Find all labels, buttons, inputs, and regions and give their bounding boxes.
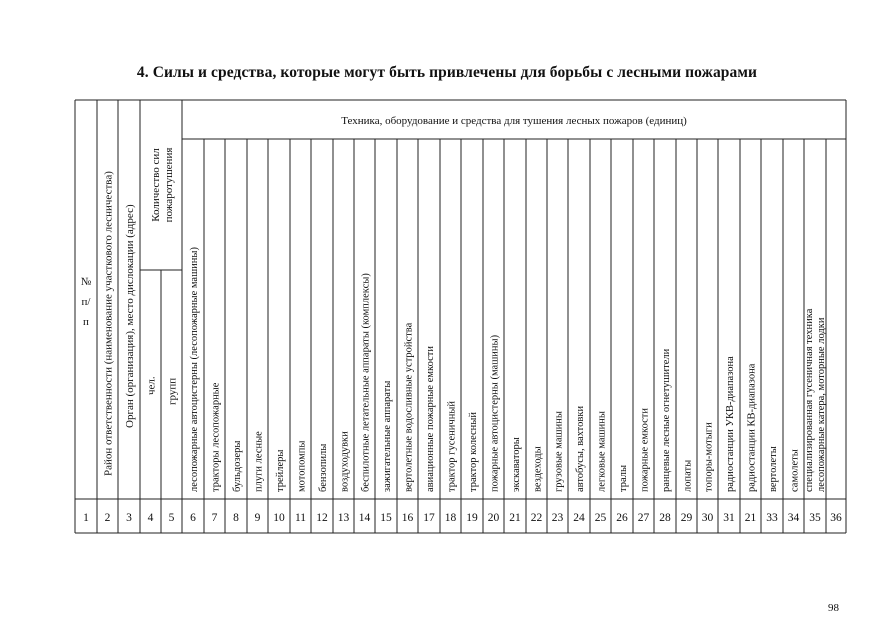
column-number-13: 13: [337, 512, 350, 524]
equipment-header-29: лопаты: [682, 459, 694, 492]
column-number-2: 2: [104, 512, 111, 524]
equipment-header-22: вездеходы: [532, 446, 544, 492]
equipment-header-19: трактор колесный: [468, 412, 479, 492]
equipment-header-30: топоры-мотыги: [703, 422, 715, 492]
equipment-header-34: самолеты: [789, 449, 801, 492]
header-district: Район ответственности (наименование участкового лесничества): [102, 171, 115, 476]
page-title: 4. Силы и средства, которые могут быть привлечены для борьбы с лесными пожарами: [136, 64, 758, 81]
column-number-11: 11: [294, 512, 307, 524]
equipment-header-10: трейлеры: [275, 449, 286, 492]
header-no-line-1: п/: [81, 296, 91, 308]
equipment-header-11: мотопомпы: [296, 440, 308, 492]
column-number-34: 34: [787, 512, 800, 524]
column-number-7: 7: [211, 512, 218, 524]
column-number-15: 15: [380, 512, 392, 524]
equipment-header-31: радиостанции УКВ-диапазона: [725, 356, 736, 492]
header-organ: Орган (организация), место дислокации (адрес): [124, 204, 136, 428]
equipment-header-17: авиационные пожарные емкости: [425, 346, 436, 492]
column-number-32: 21: [744, 512, 757, 524]
equipment-header-26: тралы: [618, 464, 629, 492]
equipment-header-28: ранцевые лесные огнетушители: [661, 348, 672, 492]
column-number-24: 24: [573, 512, 585, 524]
column-number-19: 19: [466, 512, 478, 524]
header-groups: групп: [166, 377, 179, 405]
column-number-1: 1: [83, 512, 89, 524]
equipment-header-14: беспилотные летательные аппараты (комплексы): [360, 273, 372, 492]
equipment-header-35-0: специализированная гусеничная техника: [804, 308, 815, 492]
column-number-12: 12: [316, 512, 328, 524]
equipment-header-8: бульдозеры: [232, 440, 243, 492]
header-forces-line-1: пожаротушения: [163, 147, 175, 223]
column-number-14: 14: [358, 512, 371, 524]
column-number-27: 27: [637, 512, 650, 524]
equipment-header-24: автобусы, вахтовки: [575, 405, 586, 492]
equipment-header-27: пожарные емкости: [639, 408, 651, 492]
column-number-30: 30: [701, 512, 714, 524]
column-number-36: 36: [830, 512, 842, 524]
column-number-18: 18: [444, 512, 457, 524]
equipment-header-25: легковые машины: [596, 411, 608, 492]
equipment-header-18: трактор гусеничный: [446, 401, 458, 492]
column-number-5: 5: [168, 512, 175, 524]
column-number-25: 25: [594, 512, 607, 524]
column-number-20: 20: [487, 512, 500, 524]
equipment-header-15: зажигательные аппараты: [382, 380, 393, 492]
equipment-header-16: вертолетные водосливные устройства: [403, 322, 415, 492]
column-number-33: 33: [766, 512, 778, 524]
column-number-29: 29: [680, 512, 693, 524]
equipment-header: Техника, оборудование и средства для тушения лесных пожаров (единиц): [341, 115, 687, 127]
column-number-22: 22: [530, 512, 543, 524]
equipment-header-20: пожарные автоцистерны (машины): [489, 334, 501, 492]
header-forces-line-0: Количество сил: [150, 148, 162, 222]
equipment-header-13: воздуходувки: [339, 431, 351, 492]
column-number-8: 8: [233, 512, 239, 524]
column-number-9: 9: [254, 512, 261, 524]
column-number-6: 6: [190, 512, 196, 524]
header-no-line-2: п: [83, 316, 89, 328]
equipment-header-32: радиостанции КВ-диапазона: [746, 363, 758, 492]
equipment-header-7: тракторы лесопожарные: [210, 382, 222, 492]
column-number-4: 4: [147, 512, 154, 524]
header-people: чел.: [145, 376, 158, 395]
equipment-header-23: грузовые машины: [553, 411, 565, 492]
column-number-16: 16: [401, 512, 414, 524]
column-number-10: 10: [273, 512, 285, 524]
column-number-31: 31: [723, 512, 735, 524]
page-number: 98: [828, 602, 839, 614]
column-number-21: 21: [509, 512, 521, 524]
column-number-23: 23: [551, 512, 564, 524]
equipment-header-12: бензопилы: [318, 443, 329, 492]
equipment-header-9: плуги лесные: [253, 431, 265, 492]
equipment-header-35-1: лесопожарные катера, моторные лодки: [816, 317, 827, 492]
equipment-header-21: экскаваторы: [511, 437, 522, 492]
column-number-17: 17: [423, 512, 435, 524]
column-number-26: 26: [616, 512, 628, 524]
column-number-3: 3: [126, 512, 132, 524]
column-number-28: 28: [659, 512, 671, 524]
equipment-header-6: лесопожарные автоцистерны (лесопожарные машины): [189, 247, 200, 492]
equipment-header-33: вертолеты: [768, 446, 779, 492]
header-no-line-0: №: [80, 276, 92, 288]
column-number-35: 35: [809, 512, 821, 524]
